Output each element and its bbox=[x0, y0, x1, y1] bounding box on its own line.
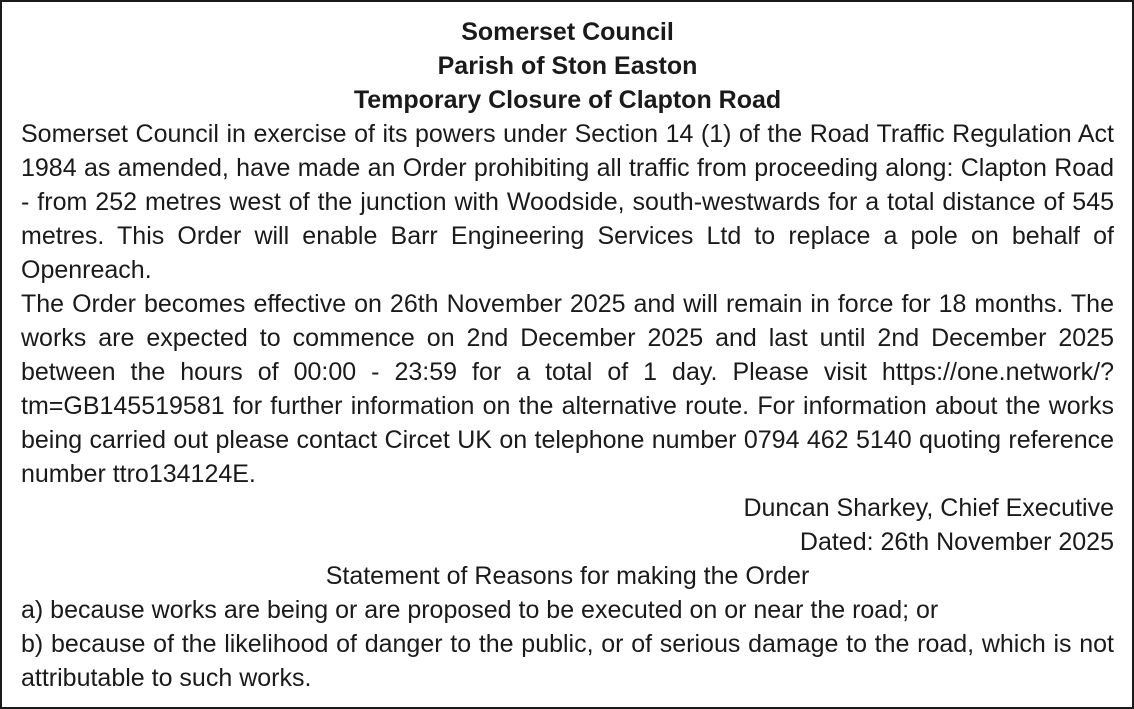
parish-heading: Parish of Ston Easton bbox=[437, 52, 698, 80]
effective-dates-paragraph: The Order becomes effective on 26th November 2025 and will remain in force for 18 months. The works are expected to commence on 2nd December 2025 and last until 2nd December 2025 between the hours of 00:00 - 23:59 for a total of 1 day. Please visit https://one.network/?tm=GB145519581 for further information on the alternative route. For information about the works being carried out please contact Circet UK on telephone number 0794 462 5140 quoting reference number ttro134124E. bbox=[21, 290, 1114, 488]
reason-b: b) because of the likelihood of danger to the public, or of serious damage to the road, which is not attributable to such works. bbox=[21, 630, 1114, 692]
dated-line: Dated: 26th November 2025 bbox=[799, 528, 1114, 556]
reasons-title: Statement of Reasons for making the Order bbox=[325, 562, 810, 590]
closure-title-heading: Temporary Closure of Clapton Road bbox=[353, 86, 782, 114]
signatory-line: Duncan Sharkey, Chief Executive bbox=[743, 494, 1114, 522]
council-name-heading: Somerset Council bbox=[461, 18, 674, 46]
order-paragraph: Somerset Council in exercise of its powers under Section 14 (1) of the Road Traffic Regulation Act 1984 as amended, have made an Order prohibiting all traffic from proceeding along: Clapton Road - from 252 metres west of the junction with Woodside, south-westwards for a total distance of 545 metres. This Order will enable Barr Engineering Services Ltd to replace a pole on behalf of Openreach. bbox=[21, 120, 1114, 284]
reason-a: a) because works are being or are proposed to be executed on or near the road; or bbox=[21, 596, 939, 624]
